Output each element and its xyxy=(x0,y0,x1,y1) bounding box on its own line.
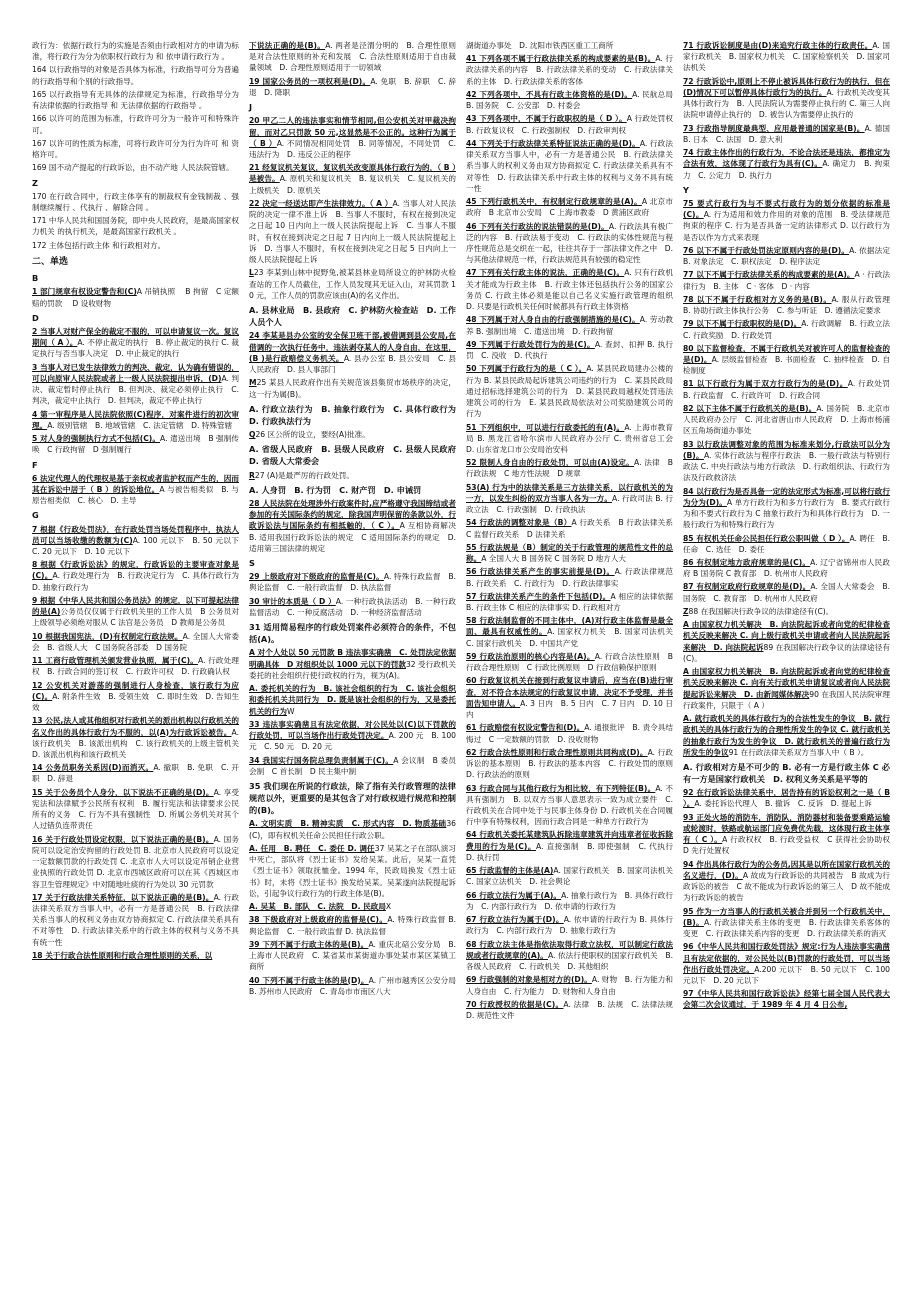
question-item: 34 我国实行国务院总理负责制属于(C)。A 会议制 B 委员会制 C 首长制 D 民主集中制 xyxy=(249,755,456,776)
question-item: 67 行政立法行为属于(D)。A. 依申请的行政行为 B. 具体行政行为 C. 内部行政行为 D. 抽象行政行为 xyxy=(466,915,673,936)
question-item: 33 违法事实确凿且有法定依据，对公民处以(C)以下罚款的行政处罚，可以当场作出行政处罚决定。A. 200 元 B. 100 元 C. 50 元 D. 20 元 xyxy=(249,719,457,752)
letter-heading: D xyxy=(32,312,39,323)
question-item: M25 某县人民政府作出有关规范该县集贸市场秩序的决定，这一行为属(B)。 xyxy=(249,378,456,399)
question-item: 79 以下不属于行政职权的是(D)。A. 行政调解 B. 行政立法 C. 行政奖励 D. 行政处罚 xyxy=(683,319,898,340)
question-item: A. 吴某 B. 部队 C. 法院 D. 民政局X xyxy=(249,902,392,912)
question-item: 10 根据我国宪法，(D)有权制定行政法规。A. 全国人大常委会 B. 省级人大 C 国务院各部委 D 国务院 xyxy=(32,631,239,652)
question-item: 11 工商行政管理机关颁发营业执照，属于(C)。A. 行政处理权 B. 行政合同的签订权 C. 行政许可权 D. 行政确认权 xyxy=(32,656,239,677)
question-item: 4 第一审程序是人民法院依照(C)程序，对案件进行的初次审理。A. 级别管辖 B. 地域管辖 C. 法定管辖 D. 特殊管辖 xyxy=(32,409,239,430)
question-item: 3 当事人对已发生法律效力的判决、裁定，认为确有错误的，可以向原审人民法院或者上一级人民法院提出申诉，(D)A. 判决、裁定暂时停止执行 B. 但判决、裁定必须停止执行 C. 判决，裁定中止执行 D. 但判决，裁定不停止执行 xyxy=(32,362,240,406)
question-item: 2 当事人对财产保全的裁定不服的，可以申请复议一次。复议期间（ A ）。A. 不停止裁定的执行 B. 停止裁定的执行 C. 裁定执行与否当事人决定 D. 中止裁定的执行 xyxy=(32,326,239,359)
letter-heading: 31 适用简易程序的行政处罚案件必须符合的条件，不包括(A)。 xyxy=(249,622,456,645)
question-item: 64 行政机关委托某建筑队拆除违章建筑并向违章者征收拆除费用的行为是(C)。A. 直接强制 B. 即使强制 C. 代执行 D. 执行罚 xyxy=(466,830,681,862)
question-item: 55 行政法规是（B）制定的关于行政管理的规范性文件的总称。A 全国人大 B 国务院 C 国务院 D 地方人大 xyxy=(466,542,673,564)
question-item: R27 (A)是最严厉的行政处罚。 xyxy=(249,470,354,480)
letter-heading: J xyxy=(249,102,253,113)
paragraph: 171 中华人民共和国国务院，即中央人民政府，是最高国家权力机关 的执行机关，是最高国家行政机关 。 xyxy=(32,216,239,237)
question-item: 28 人民法院在处理涉外行政案件时,应严格遵守我国缔结或者参加的有关国际条约的规定，除我国声明保留的条款以外，行政诉讼法与国际条约有相抵触的，（ C ）。A 互相协商解决 B. 适用我国行政诉讼法的规定 C 适用国际条约的规定 D. 适用第三国法律的规定 xyxy=(249,498,464,553)
question-item: 51 下列组织中，可以进行行政委托的有(A)。A. 上海市教育局 B. 黑龙江省哈尔滨市人民政府办公厅 C. 贵州省总工会 D. 山东省龙口市公安局治安科 xyxy=(466,422,681,454)
question-item: 7 根据《行政处罚法》，在行政处罚当场处罚程序中，执法人员可以当场收缴的数额为(C)A. 100 元以下 B. 50 元以下 C. 20 元以下 D. 10 元以下 xyxy=(32,524,247,556)
question-item: 21 经复议机关复议，复议机关改变原具体行政行为的，（ B ）是被告。A. 原机关和复议机关 B. 复议机关 C. 复议机关的上级机关 D. 原机关 xyxy=(249,163,457,195)
question-item: 63 行政合同与其他行政行为相比较，有下列特征(B)。A. 不具有强制力 B. 以双方当事人意思表示一致为成立要件 C. 行政机关在合同中处于与民事主体身份 D. 行政机关在合同履行中享有特殊权利，因而行政合同是一种单方行政行为 xyxy=(466,783,673,827)
question-item: 93 正处火场的消防车，消防队，消防器材和装备要乘路运输或轮渡时，铁路或航运部门应免费优先载，这体现行政主体享有（ C ）。A 行政权权 B. 行政受益权 C 获得社会协助权 D 先行处置权 xyxy=(683,812,898,856)
question-item: 47 下列有关行政主体的说法，正确的是(C)。A. 只有行政机关才能成为行政主体 B. 行政主体还包括执行公务的国家公务员 C. 行政主体必须是能以自己名义实施行政管理的组织 D. 只要是行政机关任何时候都具有行政主体资格 xyxy=(466,268,681,312)
column-4 xyxy=(683,40,898,1294)
question-item: 6 法定代理人的代理权是基于亲权或者监护权而产生的，因而其在诉讼中居于（ B ）的诉讼地位。A 与被告相类似 B. 与原告相类似 C. 核心 D. 主导 xyxy=(32,473,239,506)
question-item: 39 下列不属于行政主体的是(B)。A. 重庆北碚公安分局 B. 上海市人民政府 C. 某省某市某街道办事处某市某区某镇工商所 xyxy=(249,939,456,972)
paragraph: 169 国不动产提起的行政诉讼，由不动产地 人民法院管辖。 xyxy=(32,163,234,173)
letter-heading: A. 县林业局 B. 县政府 C. 护林防火检查站 D. 工作人员个人 xyxy=(249,305,456,328)
question-item: 95 作为一方当事人的行政机关被合并到另一个行政机关中，(B)。A. 行政法律关系主体的变更 B. 行政法律关系客体的变更 C. 行政法律关系内容的变更 D. 行政法律关系的消灭 xyxy=(683,906,890,939)
question-item: 68 行政立法主体是指依法取得行政立法权，可以制定行政法规或者行政规章的(A)。A. 依法行使职权的国家行政机关 B. 各级人民政府 C. 行政机关 D. 其他组织 xyxy=(466,939,673,972)
question-item: A. 就行政机关的具体行政行为的合法性发生的争议 B. 就行政机关的具体行政行为的合理性所发生的争议 C. 就行政机关的抽象行政行为发生的争议 D. 就行政机关的普遍行政行为所发生的争议91 在行政法律关系双方当事人中（ B ）。 xyxy=(683,714,890,757)
letter-heading: A. 人身罚 B. 行为罚 C. 财产罚 D. 申诫罚 xyxy=(249,484,422,495)
question-item: 49 下列属于行政处罚行为的是(C)。A. 查封、扣押 B. 执行罚 C. 没收 D. 代执行 xyxy=(466,339,673,361)
letter-heading: B xyxy=(32,273,39,284)
paragraph: 下说法正确的是(B)。A. 两者是泾渭分明的 B. 合理性原则是对合法性原则的补充和发展 C. 合法性原则适用于自由裁量领域 D. 合理性原则适用于一切领域 xyxy=(249,41,456,73)
question-item: 96《中华人民共和国行政处罚法》规定:行为人违法事实确凿且有法定依据的，对公民处以(B)罚款的行政处罚，可以当场作出行政处罚决定。A.200 元以下 B. 50 元以下 C. 100 元以下 D. 20 元以下 xyxy=(683,942,890,985)
question-item: 52 限制人身自由的行政处罚，可以由(A)设定。A. 法律 B 行政法规 C 地方性法规 D 规章 xyxy=(466,458,673,479)
question-item: 42 下列各项中，不具有行政主体资格的是(D)。A. 民航总局 B. 国务院 C. 公安部 D. 村委会 xyxy=(466,89,681,111)
question-item: 45 下列行政机关中，有权制定行政规章的是(A)。A 北京市政府 B 北京市公安局 C 上海市教委 D 黄浦区政府 xyxy=(466,197,674,218)
question-item: A. 任用 B. 聘任 C. 委任 D. 调任37 吴某之子在部队演习中死亡，部队将《烈士证书》发给吴某。此后，吴某一直凭《烈士证书》领取抚恤金。1994 年，民政局换发《烈士证书》时，未将《烈士证书》换发给吴某。吴某遂向法院提起诉讼，引起争议行政行为的行政主体是(B)。 xyxy=(249,843,456,898)
question-item: 60 行政复议机关在接到行政复议申请后，应当在(B)进行审查，对不符合本法规定的行政复议申请，决定不予受理，并书面告知申请人。A. 3 日内 B. 5 日内 C. 7 日内 D. 10 日内 xyxy=(466,676,673,720)
question-item: 30 审计的本质是（ D ）A. 一种行政执法活动 B. 一种行政监督活动 C. 一种反腐活动 D. 一种经济监督活动 xyxy=(249,596,456,617)
question-item: 24 李某是县办公室的安全保卫班干部,被借调到县公安局,在借调的一次执行任务中，违法剥夺某人的人身自由，在这里，(B )是行政赔偿义务机关。A. 县办公室 B. 县公安局 C. 县人民政府 D. 县人事部门 xyxy=(249,331,457,375)
question-item: 84 以行政行为是否具备一定的法定形式为标准,可以将行政行为分为(D)。A 单方行政行为和多方行政行为 B. 要式行政行为和不要式行政行为 C 抽象行政行为和具体行政行为 D. 一般行政行为和特殊行政行为 xyxy=(683,486,890,530)
question-item: 92 在行政诉讼法律关系中，居告持有的诉讼权利之一是（ B ）。A. 委托诉讼代理人 B. 撤诉 C. 反诉 D. 提起上诉 xyxy=(683,788,890,809)
question-item: 70 行政授权的依据是(C)。A. 法律 B. 法规 C. 法律法规 D. 规范性文件 xyxy=(466,999,681,1020)
letter-heading-z: Z xyxy=(32,177,38,188)
question-item: 17 关于行政法律关系特征，以下说法正确的是(B)。A. 行政法律关系双方当事人中，必有一方是普通公民 B. 行政法律关系当事人的权利义务由双方协商拟定 C. 行政法律关系具有不对等性 D. 行政法律关系中的行政主体的权利与义务不具有统一性 xyxy=(32,892,239,947)
question-item: 72 行政诉讼中,原则上不停止被诉具体行政行为的执行，但在(D)情况下可以暂停具体行政行为的执行。A. 行政机关改变其具体行政行为 B. 人民法院认为需要停止执行的 C. 第三人向法院申请停止执行的 D. 被告认为需要停止执行的 xyxy=(683,76,890,120)
question-item: 41 下列各项不属于行政法律关系的构成要素的是(B)。A. 行政法律关系的内容 B. 行政法律关系的变动 C. 行政法律关系的主体 D. 行政法律关系的客体 xyxy=(466,54,673,86)
question-item: 66 行政立法行为属于(A)。A. 抽象行政行为 B. 具体行政行为 C. 内部行政行为 D. 依申请的行政行为 xyxy=(466,890,673,911)
question-item: A 对个人处以 50 元罚款 B 违法事实确凿 C. 处罚法定依据明确具体 D 对组织处以 1000 元以下的罚款32 受行政机关委托的社会组织行使行政权的行为，视为(A)。 xyxy=(249,648,456,680)
question-item: 1 部门规章有权设定警告和(C)A 吊销执照 B 拘留 C 定额赔的罚款 D 设收财物 xyxy=(32,287,239,308)
question-item: Z88 在我国解决行政争议的法律途径有(C)。 xyxy=(683,606,834,616)
question-item: 15 关于公务员个人身分，以下说法不正确的是(D)。A. 享受宪法和法律赋予公民所有权利 B. 履行宪法和法律要求公民所有的义务 C. 行为不具有强制性 D. 所属公务机关对其个人过错负连带责任 xyxy=(32,787,239,831)
question-item: 50 下列属于行政行为的是（ C ）。A. 某县民政局建办公楼的行为 B. 某县民政局起诉建筑公司违约的行为 C. 某县民政局通过招标选择建筑公司的行为 D. 某县民政局越权处罚违法建筑公司的行为 E. 某县民政局依法对公司奖励建筑公司的行为 xyxy=(466,364,673,419)
question-item: 65 行政监督的主体是(A)A. 国家行政机关 B. 国家司法机关 C. 国家立法机关 D. 社会舆论 xyxy=(466,866,681,887)
paragraph: 164 以行政指导的对象是否具体为标准，行政指导可分为普遍的行政指导和个别的行政指导。 xyxy=(32,65,239,86)
question-item: A. 文明实质 B. 精神实质 C. 形式内容 D. 物质基础36 (C)，即有权机关任命公民担任行政公职。 xyxy=(249,819,456,840)
paragraph: 172 主体包括行政主体 和行政相对方。 xyxy=(32,240,166,250)
question-item: 81 以下行政行为属于双方行政行为的是(D)。A. 行政处罚 B. 行政监督 C. 行政许可 D. 行政合同 xyxy=(683,379,898,400)
question-item: 69 行政强制的对象是相对方的(D)。A. 财物 B. 行为能力和人身自由 C. 行为能力 D. 财物和人身自由 xyxy=(466,975,673,996)
paragraph: 167 以许可的性质为标准，可将行政许可分为行为许可 和 资格许可。 xyxy=(32,138,239,160)
question-item: 46 下列有关行政法的说法错误的是(D)。A. 行政法具有极广泛的内容 B. 行政法易于变动 C. 行政法的实体性规范与程序性规范总是交织在一起，往往共存于一部法律文件之中 D. 与其他法律规范一样，行政法规范具有较强的稳定性 xyxy=(466,221,673,265)
letter-heading: A. 省级人民政府 B. 县级人民政府 C. 县级人民政府 D. 省级人大常委会 xyxy=(249,444,465,467)
question-item: 8 根据《行政诉讼法》的规定，行政诉讼的主要审查对象是(C)。A. 行政处理行为 B. 行政决定行为 C. 具体行政行为 D. 抽象行政行为 xyxy=(32,560,247,592)
question-item: 61 行政赔偿有权设定警告和(D)。A. 通报批评 B. 责令具结悔过 C 一定数额的罚款 D. 没收财物 xyxy=(466,723,673,744)
letter-heading: 35 我们现在所说的行政法，除了指有关行政管理的法律规范以外，更重要的是其包含了对行政权进行规范和控制的(B)。 xyxy=(249,781,456,816)
paragraph: 湖街道办事处 D. 沈阳市铁西区重工工商所 xyxy=(466,41,614,50)
question-item: 13 公民,法人或其他组织对行政机关的派出机构以行政机关的名义作出的具体行政行为不服的，以(A)为行政诉讼被告。A. 该行政机关 B. 该派出机构 C. 该行政机关的上级主管机关 D. 该派出机构和该行政机关 xyxy=(32,716,247,759)
question-item: 58 行政法制监督的不同主体中，(A)对行政主体监督是最全面、最具有权威性的。A. 国家权力机关 B. 国家司法机关 C. 国家行政机关 D. 中国共产党 xyxy=(466,616,681,648)
question-item: 97《中华人民共和国行政诉讼法》经第七届全国人民代表大会第二次会议通过，于 1989 年 4 月 4 日公布, xyxy=(683,989,890,1010)
question-item: 82 以下主体不属于行政机关的是(B)。A. 国务院 B. 北京市人民政府办公厅 C. 河北省唐山市人民政府 D. 上海市杨浦区五角场街道办事处 xyxy=(683,403,890,436)
question-item: 18 关于行政合法性原则和行政合理性原则的关系，以 xyxy=(32,950,213,960)
question-item: Q26 区公所的设立，要经(A)批准。 xyxy=(249,430,370,440)
question-item: 73 行政指导制度最典型、应用最普通的国家是(B)。A. 德国 B. 日本 C. 法国 D. 意大利 xyxy=(683,123,898,144)
letter-heading: F xyxy=(32,459,38,470)
question-item: A 由国家权力机关解决 B. 向法院起诉或者向党的纪律检查机关反映来解决 C. 向上级行政机关申请或者向人民法院起诉来解决 D. 向法院起诉89 在我国解决行政争议的法律途径有(C)。 xyxy=(683,620,890,663)
question-item: 78 以下不属于行政相对方义务的是(B)。A. 服从行政管理 B. 协助行政主体执行公务 C. 参与听证 D. 遵循法定要求 xyxy=(683,294,898,316)
letter-heading: A. 行政立法行为 B. 抽象行政行为 C. 具体行政行为 D. 行政执法行为 xyxy=(249,403,465,426)
paragraph: 170 在行政合同中，行政主体享有的制裁权有金钱制裁 、强制继续履行 、代执行 、解除合同 。 xyxy=(32,191,239,212)
question-item: A. 委托机关的行为 B. 该社会组织的行为 C. 该社会组织和委托机关共同行为 D. 既是该社会组织的行为，又是委托机关的行为W xyxy=(249,684,456,716)
question-item: 57 行政法律关系产生的条件下包括(D)。A 相应的法律依据 B. 行政主体 C 相应的法律事实 D. 行政相对方 xyxy=(466,591,681,613)
question-item: 16 关于行政处罚设定权限，以下说法正确的是(B)。A. 国务院可以设定治安拘留的行政处罚 B. 北京市人民政府可以设定一定数额罚款的行政处罚 C. 北京市人大可以设定吊销企业营业执照的行政处罚 D. 北京市西城区政府可以在其《西城区市容卫生管理规定》中对随地吐痰的行为处以 30 元罚款 xyxy=(32,834,239,889)
letter-heading: S xyxy=(249,558,255,569)
question-item: 77 以下不属于行政法律关系的构成要素的是(A)。A · 行政法律行为 B. 主体 C · 客体 D · 内容 xyxy=(683,270,890,291)
question-item: 59 行政法治原则的核心内容是(A)。A. 行政合法性原则 B 行政合理性原则 C 行政比例原则 D 行政信赖保护原则 xyxy=(466,651,673,673)
letter-heading: G xyxy=(32,510,39,521)
question-item: 80 以下监督检查，不属于行政机关对被许可人的监督检查的是(D)。A. 层级监督检查 B. 书面检查 C. 抽样检查 D. 自检制度 xyxy=(683,343,890,376)
paragraph: 165 以行政指导有无具体的法律规定为标准，行政指导分为 有法律依据的行政指导 和 无法律依据的行政指导 。 xyxy=(32,89,239,111)
question-item: 94 作出具体行政行为的公务员,因其是以所在国家行政机关的名义进行，(D)。A 故成为行政诉讼的共同被告 B 故成为行政诉讼的被告 C 故不能成为行政诉讼的第三人 D 故不能成为行政诉讼的被告 xyxy=(683,859,890,903)
question-item: 75 要式行政行为与不要式行政行为的划分依据的标准是(C)。A. 行为适用和效力作用的对象的范围 B. 受法律规范拘束的程序 C. 行为是否具备一定的法律形式 D. 以行政行为是否以作为方式来表现 xyxy=(683,198,890,242)
question-item: L23 李某到山林中捉野兔,被某县林业局所设立的护林防火检查站的工作人员截住，工作人员发现其无证入山，对其罚款 10 元，工作人员的罚款应该由(A)的名义作出。 xyxy=(249,268,456,300)
question-item: 44 下列关于行政法律关系特征说法正确的是(D)。A. 行政法律关系双方当事人中，必有一方是普通公民 B. 行政法律关系当事人的权利义务由双方协商拟定 C. 行政法律关系具有不对等性 D. 行政法律关系中行政主体的权利与义务不具有统一性 xyxy=(466,138,673,193)
letter-heading: Y xyxy=(683,184,689,195)
question-item: 12 公安机关对游荡的强制进行人身检查，该行政行为应(C)。A. 附条件生效 B. 受领生效 C. 即时生效 D. 告知生效 xyxy=(32,680,239,713)
question-item: 56 行政法律关系产生的事实前提是(D)。A. 行政法律规范 B. 行政关系 C. 行政行为 D. 行政法律事实 xyxy=(466,567,681,588)
question-item: 48 下列属于对人身自由的行政强制措施的是(C)。A. 劳动教养 B. 强制出境 C. 遣送出境 D. 行政拘留 xyxy=(466,315,673,336)
column-3 xyxy=(466,40,681,1294)
section-title-single-choice: 二、单选 xyxy=(32,256,69,267)
question-item: 43 下列各项中，不属于行政职权的是（ D ）。A 行政处罚权 B. 行政复议权 C. 行政强制权 D. 行政审判权 xyxy=(466,114,674,135)
question-item: 76 以下不属于行政处罚法定原则内容的是(D)。A. 依据法定 B. 对象法定 C. 职权法定 D. 程序法定 xyxy=(683,245,898,267)
column-1 xyxy=(32,40,247,1294)
question-item: 22 决定一经送达即产生法律效力。（ A ）A. 当事人对人民法院的决定一律不准上诉 B. 当事人不服时，有权在接到决定之日起 10 日内向上一级人民法院提起上诉 C. 当事人不服时，有权在接到决定之日起 7 日内向上一级人民法院提起上诉 D. 当事人不服时，有权在接到决定之日起 5 日内向上一级人民法院提起上诉 xyxy=(249,198,457,265)
question-item: 62 行政合法性原则和行政合理性原则共同构成(D)。A. 行政诉讼的基本原则 B. 行政法的基本内容 C. 行政处罚的原则 D. 行政法治的原则 xyxy=(466,747,681,780)
question-item: 5 对人身的强制执行方式不包括(C)。A. 遣送出境 B 强制传唤 C 行政拘留 D 强制履行 xyxy=(32,434,239,455)
question-item: 9 根据《中华人民共和国公务员法》的规定，以下可提起法律的是(A)公务员仅仅属于行政机关里的工作人员 B 公务员对上级领导必须绝对服从 C 法官是公务员 D 教师是公务员 xyxy=(32,595,239,628)
paragraph: 政行为：依据行政行为的实施是否须由行政相对方的申请为标准，将行政行为分为依职权行政行为 和 依申请行政行为 。 xyxy=(32,41,239,62)
question-item: 40 下列不属于行政主体的是(D)。A. 广州市越秀区公安分局 B. 苏州市人民政府 C. 青岛市市南区八大 xyxy=(249,975,464,996)
question-item: 87 有权制定政府行政规章的是(D)。A. 全国人大常委会 B. 国务院 C. 教育部 D. 杭州市人民政府 xyxy=(683,582,890,603)
question-item: 85 有权机关任命公民担任行政公职叫做（ D ）。A. 聘任 B. 任命 C. 选任 D. 委任 xyxy=(683,533,890,554)
question-item: 74 行政主体作出的行政行为，不论合法还是违法，都推定为合法有效，这体现了行政行为具有(C)。A. 确定力 B. 拘束力 C. 公定力 D. 执行力 xyxy=(683,148,890,180)
paragraph: 166 以许可的范围为标准，行政许可分为一般许可和特殊许可。 xyxy=(32,114,239,135)
question-item: A 由国家权力机关解决 B. 向法院起诉或者向党的纪律检查机关反映来解决 C. 向有关行政机关申请复议或者向人民法院提起诉讼来解决 D. 由新闻媒体解决90 在我国人民法院审理行政案件，只限于（ A ） xyxy=(683,667,890,710)
question-item: 38 下级政府对上级政府的监督是(C)。A. 特殊行政监督 B. 舆论监督 C. 一般行政监督 D. 执法监督 xyxy=(249,915,456,936)
question-item: 14 公务员职务关系因(D)而消灭。A. 撤职 B. 免职 C. 开职 D. 辞退 xyxy=(32,763,239,784)
letter-heading: A. 行政相对方是不可少的 B. 必有一方是行政主体 C 必有一方是国家行政机关 D. 权利义务关系是平等的 xyxy=(683,761,890,785)
question-item: 83 以行政法调整对象的范围为标准来划分,行政法可以分为(B)。A. 实体行政法与程序行政法 B. 一般行政法与特别行政法 C. 中央行政法与地方行政法 D. 行政组织法、行政行为法及行政救济法 xyxy=(683,439,890,483)
question-item: 20 甲乙二人的违法事实和情节相同,但公安机关对甲裁决拘留，而对乙只罚款 50 元,这显然是不公正的。这种行为属于（ B ）A. 不同情况相同处罚 B. 同等情况，不同处罚 C. 违法行为 D. 违反公正的程序 xyxy=(249,116,457,160)
question-item: 19 国家公务员的一项权利是(D)。A. 免职 B. 辞职 C. 辞退 D. 降职 xyxy=(249,76,456,97)
question-item: 86 有权制定地方政府规章的是(C)。A. 辽宁省锦州市人民政府 B 国务院 C 教育部 D. 杭州市人民政府 xyxy=(683,557,890,579)
column-2 xyxy=(249,40,465,1294)
question-item: 54 行政法的调整对象是（B）A 行政关系 B 行政法律关系 C 监督行政关系 D 法律关系 xyxy=(466,518,681,539)
question-item: 71 行政诉讼制度是由(D)来追究行政主体的行政责任。A. 国家行政机关 B. 国家权力机关 C. 国家检察机关 D. 国家司法机关 xyxy=(683,41,890,73)
question-item: 29 上级政府对下级政府的监督是(C)。A. 特殊行政监督 B. 舆论监督 C. 一般行政监督 D. 执法监督 xyxy=(249,572,456,593)
question-item: 53(A) 行为中的法律关系是三方法律关系，以行政机关的为一方，以发生纠纷的双方当事人各为一方。A. 行政司法 B. 行政立法 C. 行政强制 D. 行政执法 xyxy=(466,482,674,515)
